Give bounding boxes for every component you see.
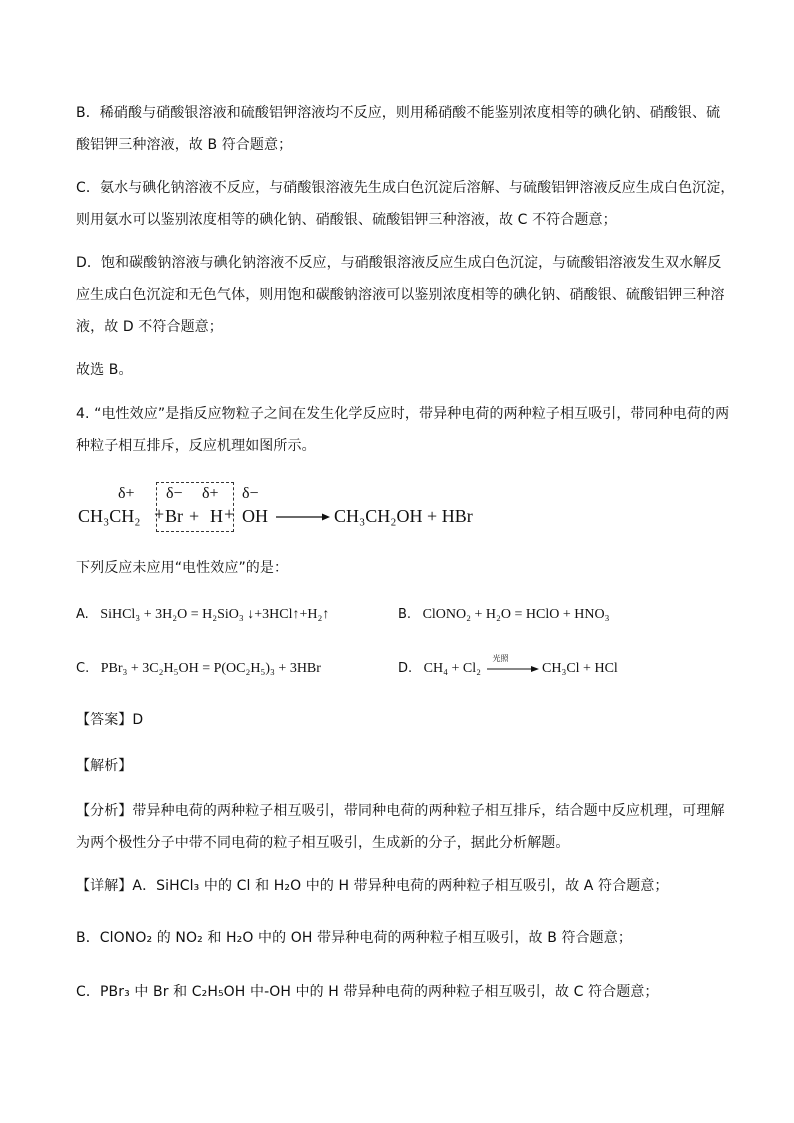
option-c[interactable] — [76, 661, 321, 677]
condition-arrow — [485, 653, 539, 676]
partial-negative-charge-oh: δ− — [242, 485, 259, 502]
option-c-formula: PBr₃ + 3C₂H₅OH = P(OC₂H₅)₃ + 3HBr — [100, 661, 321, 676]
bromine-atom: Br — [165, 506, 183, 526]
option-b[interactable] — [398, 607, 609, 623]
conclusion: 故选 B。 — [76, 362, 133, 378]
condition-label: 光照 — [492, 653, 509, 663]
option-b-explanation-line1: B．稀硝酸与硝酸银溶液和硫酸铝钾溶液均不反应，则用稀硝酸不能鉴别浓度相等的碘化钠、硝酸银、硫 — [76, 105, 721, 121]
question-4-stem-line2: 种粒子相互排斥，反应机理如图所示。 — [76, 438, 316, 454]
hydroxyl-group: OH — [242, 506, 268, 526]
option-b-label: B. — [398, 607, 412, 622]
bond-break-mark-right: + — [224, 504, 235, 524]
option-c-explanation-line1: C．氨水与碘化钠溶液不反应，与硝酸银溶液先生成白色沉淀后溶解、与硫酸铝钾溶液反应生成白色沉淀， — [76, 180, 735, 196]
detail-option-a: 【详解】A．SiHCl₃ 中的 Cl 和 H₂O 中的 H 带异种电荷的两种粒子相互吸引，故 A 符合题意； — [76, 878, 669, 894]
analysis-heading: 【解析】 — [76, 758, 133, 774]
option-d-reactants: CH₄ + Cl₂ — [423, 661, 481, 676]
answer: 【答案】D — [76, 712, 144, 728]
option-a-label: A. — [76, 607, 89, 622]
arrow-icon — [485, 665, 539, 673]
option-c-label: C. — [76, 661, 90, 676]
bond-break-mark-left: + — [154, 504, 165, 524]
reaction-arrow-icon — [276, 512, 330, 522]
option-d-products: CH₃Cl + HCl — [542, 661, 618, 676]
partial-positive-charge-carbon: δ+ — [118, 485, 135, 502]
option-a[interactable] — [76, 607, 329, 623]
reaction-mechanism-diagram — [76, 480, 516, 542]
option-b-explanation-line2: 酸铝钾三种溶液，故 B 符合题意； — [76, 137, 293, 153]
option-d-explanation-line2: 应生成白色沉淀和无色气体，则用饱和碳酸钠溶液可以鉴别浓度相等的碘化钠、硝酸银、硫酸铝钾三种溶 — [76, 287, 725, 303]
plus-sign: + — [189, 506, 200, 526]
partial-positive-charge-h: δ+ — [202, 485, 219, 502]
analysis-line2: 为两个极性分子中带不同电荷的粒子相互吸引，生成新的分子，据此分析解题。 — [76, 835, 570, 851]
question-prompt: 下列反应未应用“电性效应”的是： — [76, 560, 289, 576]
option-a-formula: SiHCl₃ + 3H₂O = H₂SiO₃ ↓+3HCl↑+H₂↑ — [100, 607, 330, 622]
option-d[interactable] — [398, 653, 618, 677]
analysis-line1: 【分析】带异种电荷的两种粒子相互吸引，带同种电荷的两种粒子相互排斥，结合题中反应机理，可理解 — [76, 803, 725, 819]
option-c-explanation-line2: 则用氨水可以鉴别浓度相等的碘化钠、硝酸银、硫酸铝钾三种溶液，故 C 不符合题意； — [76, 212, 617, 228]
hydrogen-atom: H — [210, 506, 223, 526]
option-d-explanation-line3: 液，故 D 不符合题意； — [76, 319, 223, 335]
reaction-products: CH₃CH₂OH + HBr — [334, 506, 473, 526]
option-d-label: D. — [398, 661, 413, 676]
detail-option-b: B．ClONO₂ 的 NO₂ 和 H₂O 中的 OH 带异种电荷的两种粒子相互吸引，故 B 符合题意； — [76, 930, 632, 946]
partial-negative-charge-br: δ− — [166, 485, 183, 502]
question-4-stem-line1: 4. “电性效应”是指反应物粒子之间在发生化学反应时，带异种电荷的两种粒子相互吸引，带同种电荷的两 — [76, 406, 730, 422]
detail-option-c: C．PBr₃ 中 Br 和 C₂H₅OH 中-OH 中的 H 带异种电荷的两种粒子相互吸引，故 C 符合题意； — [76, 984, 659, 1000]
option-d-explanation-line1: D．饱和碳酸钠溶液与碘化钠溶液不反应，与硝酸银溶液反应生成白色沉淀，与硫酸铝溶液发生双水解反 — [76, 255, 722, 271]
option-b-formula: ClONO₂ + H₂O = HClO + HNO₃ — [422, 607, 610, 622]
ethyl-group: CH₃CH₂ — [78, 506, 141, 526]
